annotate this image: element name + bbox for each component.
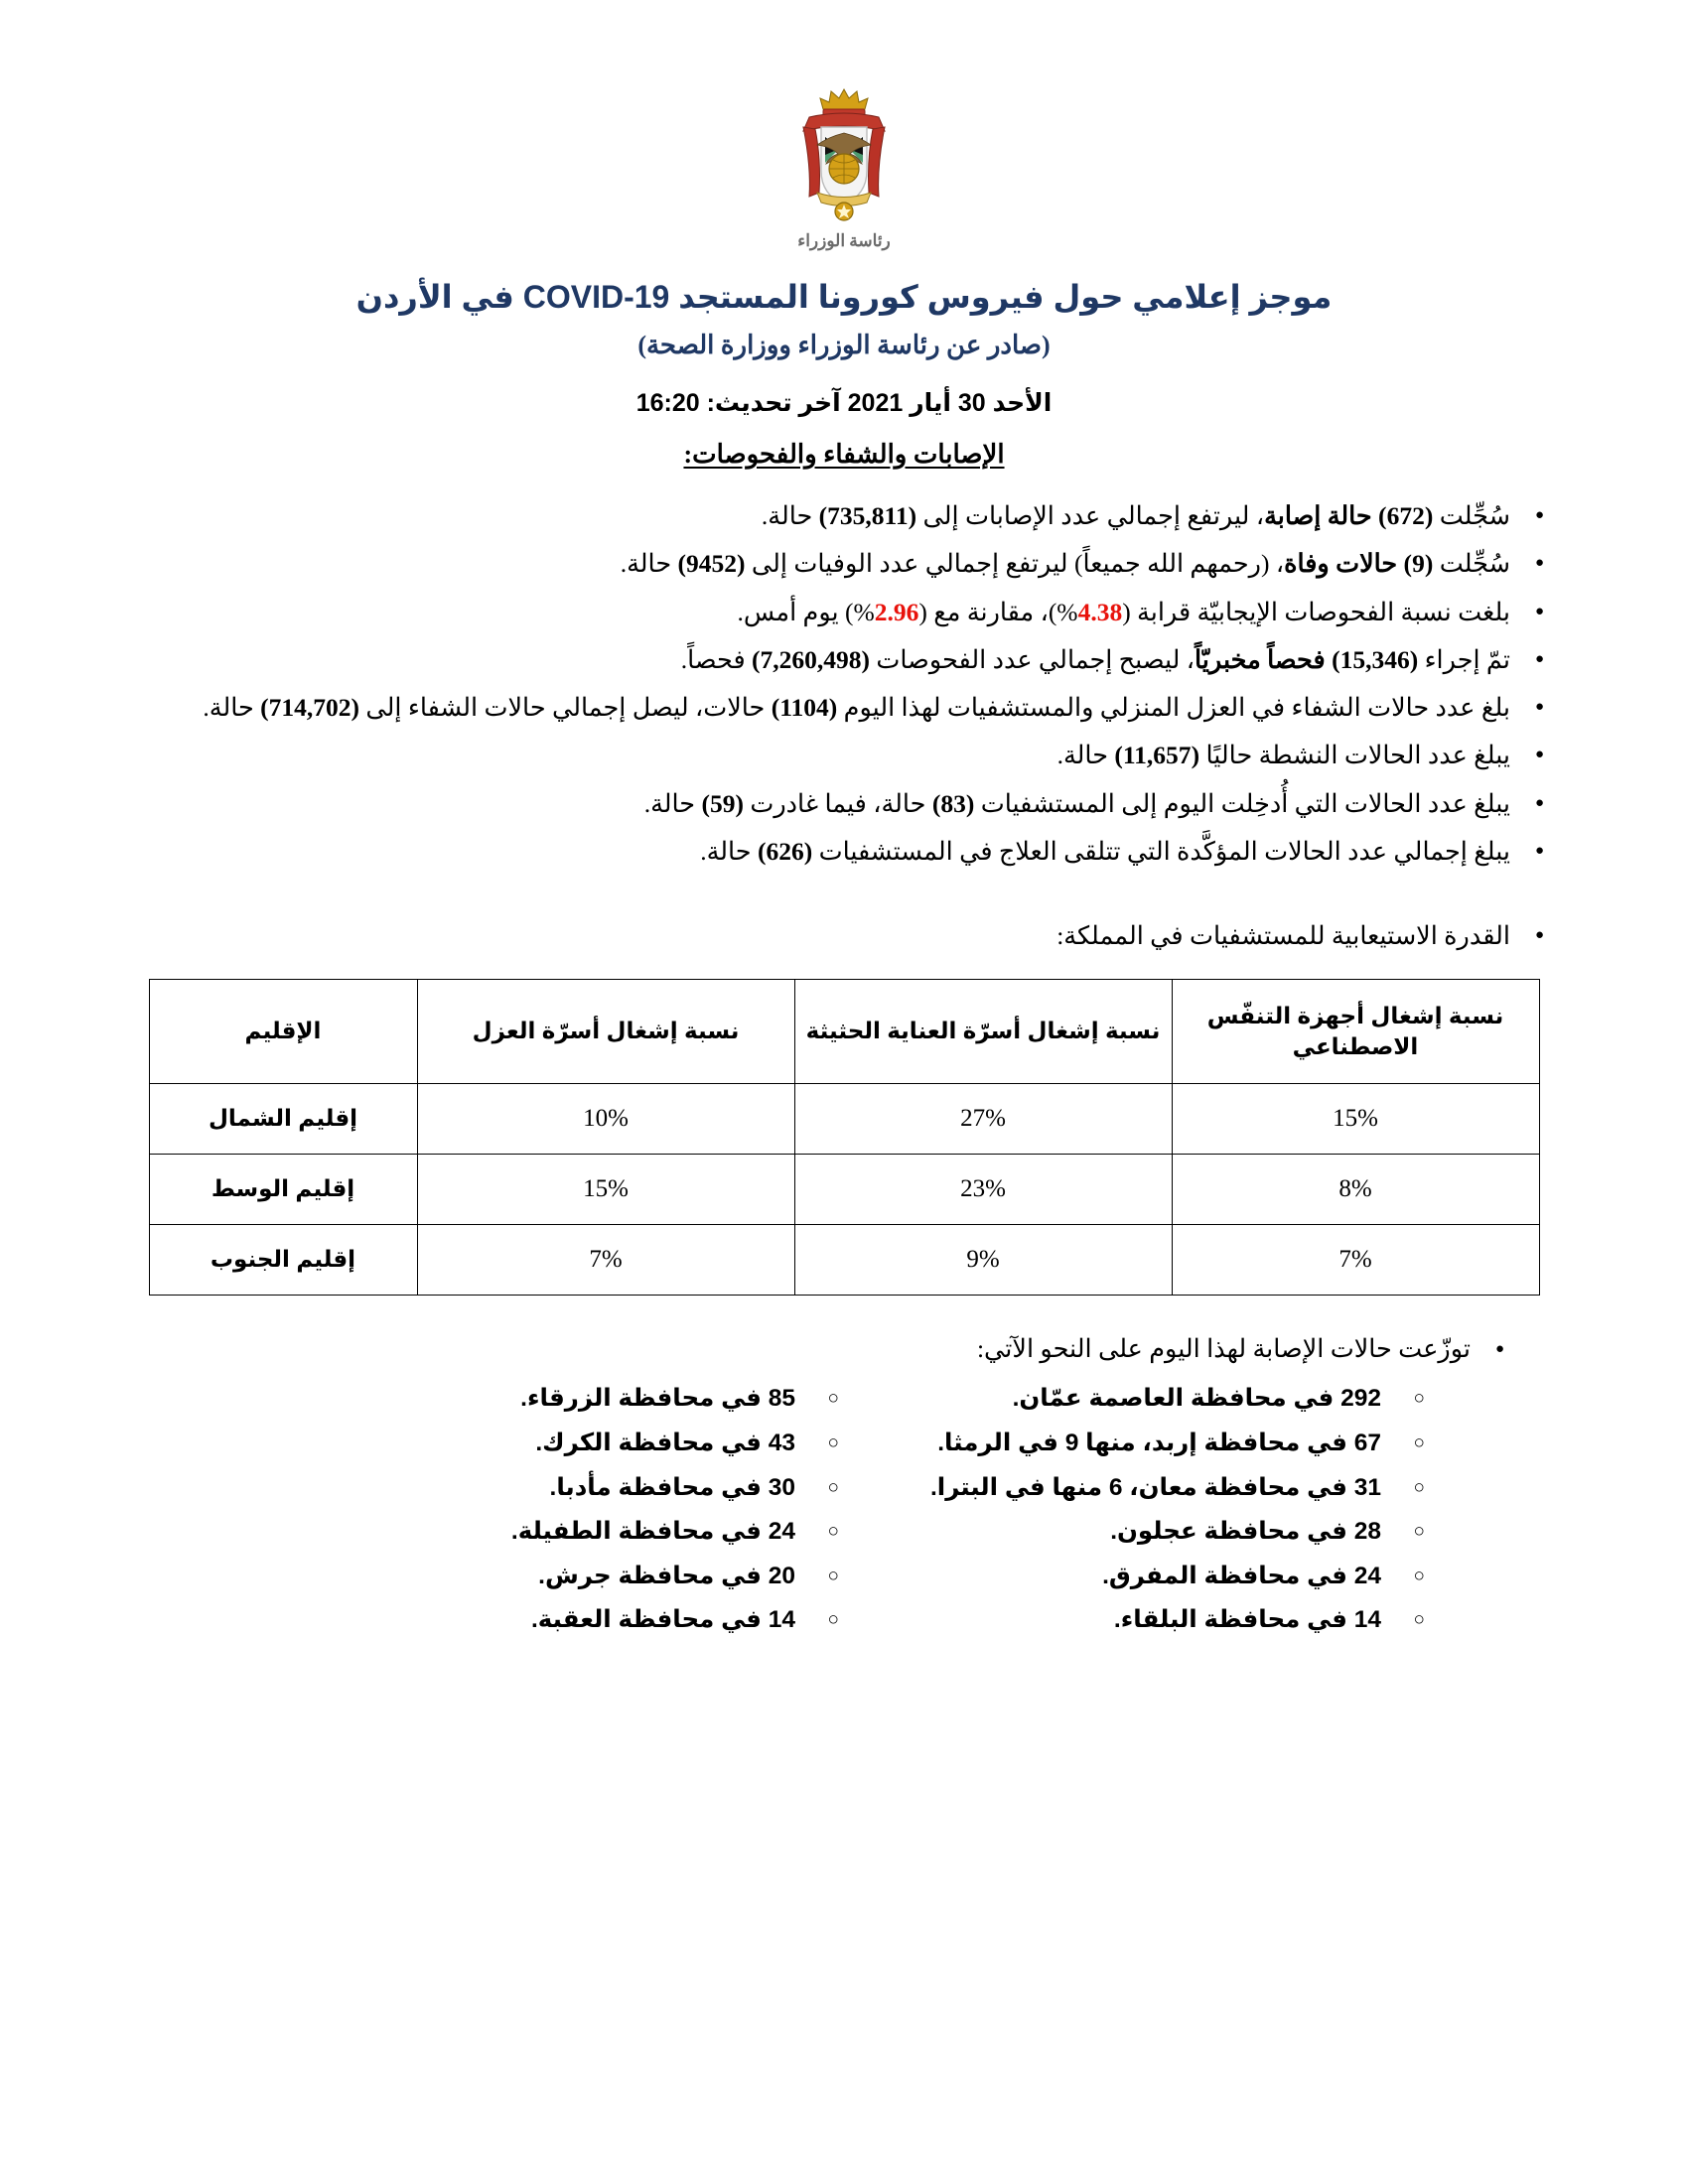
- cell-ventilator: 8%: [1172, 1154, 1539, 1224]
- table-row: [149, 1154, 1539, 1224]
- list-item: ○ 20 في محافظة جرش.: [253, 1555, 839, 1599]
- page-subtitle: (صادر عن رئاسة الوزراء ووزارة الصحة): [637, 331, 1051, 359]
- stat-deaths-pre: سُجِّلت: [1433, 549, 1510, 579]
- cell-isolation: 15%: [417, 1154, 794, 1224]
- stat-recoveries-today: (1104): [771, 693, 838, 723]
- stat-positivity-mid: %)، مقارنة مع (: [918, 597, 1078, 626]
- section-heading-cases: الإصابات والشفاء والفحوصات:: [683, 440, 1005, 469]
- cell-isolation: 10%: [417, 1083, 794, 1154]
- jordan-coat-of-arms-icon: [770, 81, 918, 230]
- stat-positivity-pre: بلغت نسبة الفحوصات الإيجابيّة قرابة (: [1122, 597, 1510, 626]
- stat-positivity: [124, 592, 1544, 632]
- stat-in-hospital: [124, 831, 1544, 872]
- stat-deaths-mid: ، (رحمهم الله جميعاً) ليرتفع إجمالي عدد الوفيات إلى: [745, 549, 1285, 579]
- table-row: [149, 1224, 1539, 1295]
- stat-tests-pre: تمّ إجراء: [1418, 644, 1510, 674]
- stat-new-cases-pre: سُجِّلت: [1433, 501, 1510, 530]
- stat-active-value: (11,657): [1114, 741, 1200, 770]
- col-header-ventilator: نسبة إشغال أجهزة التنفّس الاصطناعي: [1172, 979, 1539, 1083]
- governorate-list-left: [253, 1377, 839, 1642]
- stat-admissions-post: حالة.: [643, 788, 702, 818]
- governorate-columns: [84, 1377, 1604, 1642]
- list-item: ○ 28 في محافظة عجلون.: [839, 1510, 1425, 1555]
- stat-deaths-total: (9452): [677, 549, 746, 579]
- stat-deaths: [124, 543, 1544, 584]
- table-header-row: [149, 979, 1539, 1083]
- stat-tests: [124, 639, 1544, 680]
- governorate-column-right: [839, 1377, 1425, 1642]
- list-item: ○ 31 في محافظة معان، 6 منها في البترا.: [839, 1466, 1425, 1511]
- governorate-list-right: [839, 1377, 1425, 1642]
- stat-admissions-admitted: (83): [931, 788, 975, 818]
- cell-region: إقليم الشمال: [149, 1083, 417, 1154]
- cell-ventilator: 7%: [1172, 1224, 1539, 1295]
- stat-tests-value: (15,346) فحصاً مخبريّاً: [1195, 644, 1419, 674]
- stat-recoveries: [124, 687, 1544, 728]
- list-item: ○ 14 في محافظة العقبة.: [253, 1598, 839, 1643]
- col-header-isolation: نسبة إشغال أسرّة العزل: [417, 979, 794, 1083]
- stat-tests-post: فحصاً.: [680, 644, 753, 674]
- stat-admissions-mid: حالة، فيما غادرت: [743, 788, 932, 818]
- last-update-line: الأحد 30 أيار 2021 آخر تحديث: 16:20: [635, 389, 1053, 417]
- hospital-capacity-table: [149, 979, 1540, 1296]
- cell-icu: 23%: [794, 1154, 1172, 1224]
- list-item: ○ 67 في محافظة إربد، منها 9 في الرمثا.: [839, 1422, 1425, 1466]
- cell-icu: 27%: [794, 1083, 1172, 1154]
- stat-active-cases: [124, 735, 1544, 775]
- list-item: ○ 24 في محافظة الطفيلة.: [253, 1510, 839, 1555]
- emblem-caption: رئاسة الوزراء: [797, 231, 891, 250]
- table-row: [149, 1083, 1539, 1154]
- stat-tests-total: (7,260,498): [752, 644, 871, 674]
- list-item: ○ 14 في محافظة البلقاء.: [839, 1598, 1425, 1643]
- governorate-column-left: [253, 1377, 839, 1642]
- emblem-block: [84, 0, 1604, 251]
- stat-in-hospital-post: حالة.: [700, 837, 758, 867]
- stat-admissions: [124, 783, 1544, 824]
- stat-new-cases-post: حالة.: [761, 501, 819, 530]
- stat-admissions-discharged: (59): [701, 788, 744, 818]
- stat-positivity-today: 4.38: [1077, 597, 1123, 626]
- list-item: ○ 292 في محافظة العاصمة عمّان.: [839, 1377, 1425, 1422]
- stat-recoveries-total: (714,702): [260, 693, 360, 723]
- statistics-list: [84, 495, 1604, 957]
- cell-region: إقليم الجنوب: [149, 1224, 417, 1295]
- stat-tests-mid: ، ليصبح إجمالي عدد الفحوصات: [870, 644, 1196, 674]
- page-title: موجز إعلامي حول فيروس كورونا المستجد COVID-19 في الأردن: [355, 279, 1333, 315]
- stat-deaths-post: حالة.: [620, 549, 678, 579]
- stat-capacity-intro: ● القدرة الاستيعابية للمستشفيات في المملكة:: [124, 915, 1544, 956]
- cell-isolation: 7%: [417, 1224, 794, 1295]
- governorate-distribution-intro: ● توزّعت حالات الإصابة لهذا اليوم على النحو الآتي:: [84, 1329, 1504, 1370]
- list-item: ○ 85 في محافظة الزرقاء.: [253, 1377, 839, 1422]
- col-header-icu: نسبة إشغال أسرّة العناية الحثيثة: [794, 979, 1172, 1083]
- stat-deaths-value: (9) حالات وفاة: [1284, 549, 1434, 579]
- cell-region: إقليم الوسط: [149, 1154, 417, 1224]
- stat-positivity-post: %) يوم أمس.: [737, 597, 875, 626]
- stat-recoveries-mid: حالات، ليصل إجمالي حالات الشفاء إلى: [359, 693, 772, 723]
- stat-active-pre: يبلغ عدد الحالات النشطة حاليًا: [1199, 741, 1510, 770]
- col-header-region: الإقليم: [149, 979, 417, 1083]
- stat-new-cases: [124, 495, 1544, 536]
- stat-new-cases-mid: ، ليرتفع إجمالي عدد الإصابات إلى: [916, 501, 1265, 530]
- list-item: ○ 30 في محافظة مأدبا.: [253, 1466, 839, 1511]
- stat-in-hospital-pre: يبلغ إجمالي عدد الحالات المؤكَّدة التي تتلقى العلاج في المستشفيات: [812, 837, 1510, 867]
- list-item: ○ 24 في محافظة المفرق.: [839, 1555, 1425, 1599]
- stat-recoveries-post: حالة.: [203, 693, 261, 723]
- cell-ventilator: 15%: [1172, 1083, 1539, 1154]
- stat-recoveries-pre: بلغ عدد حالات الشفاء في العزل المنزلي والمستشفيات لهذا اليوم: [837, 693, 1510, 723]
- cell-icu: 9%: [794, 1224, 1172, 1295]
- stat-new-cases-value: (672) حالة إصابة: [1264, 501, 1434, 530]
- stat-positivity-yesterday: 2.96: [874, 597, 919, 626]
- stat-admissions-pre: يبلغ عدد الحالات التي أُدخِلت اليوم إلى المستشفيات: [974, 788, 1510, 818]
- stat-in-hospital-value: (626): [757, 837, 813, 867]
- stat-new-cases-total: (735,811): [818, 501, 917, 530]
- list-item: ○ 43 في محافظة الكرك.: [253, 1422, 839, 1466]
- stat-active-post: حالة.: [1056, 741, 1115, 770]
